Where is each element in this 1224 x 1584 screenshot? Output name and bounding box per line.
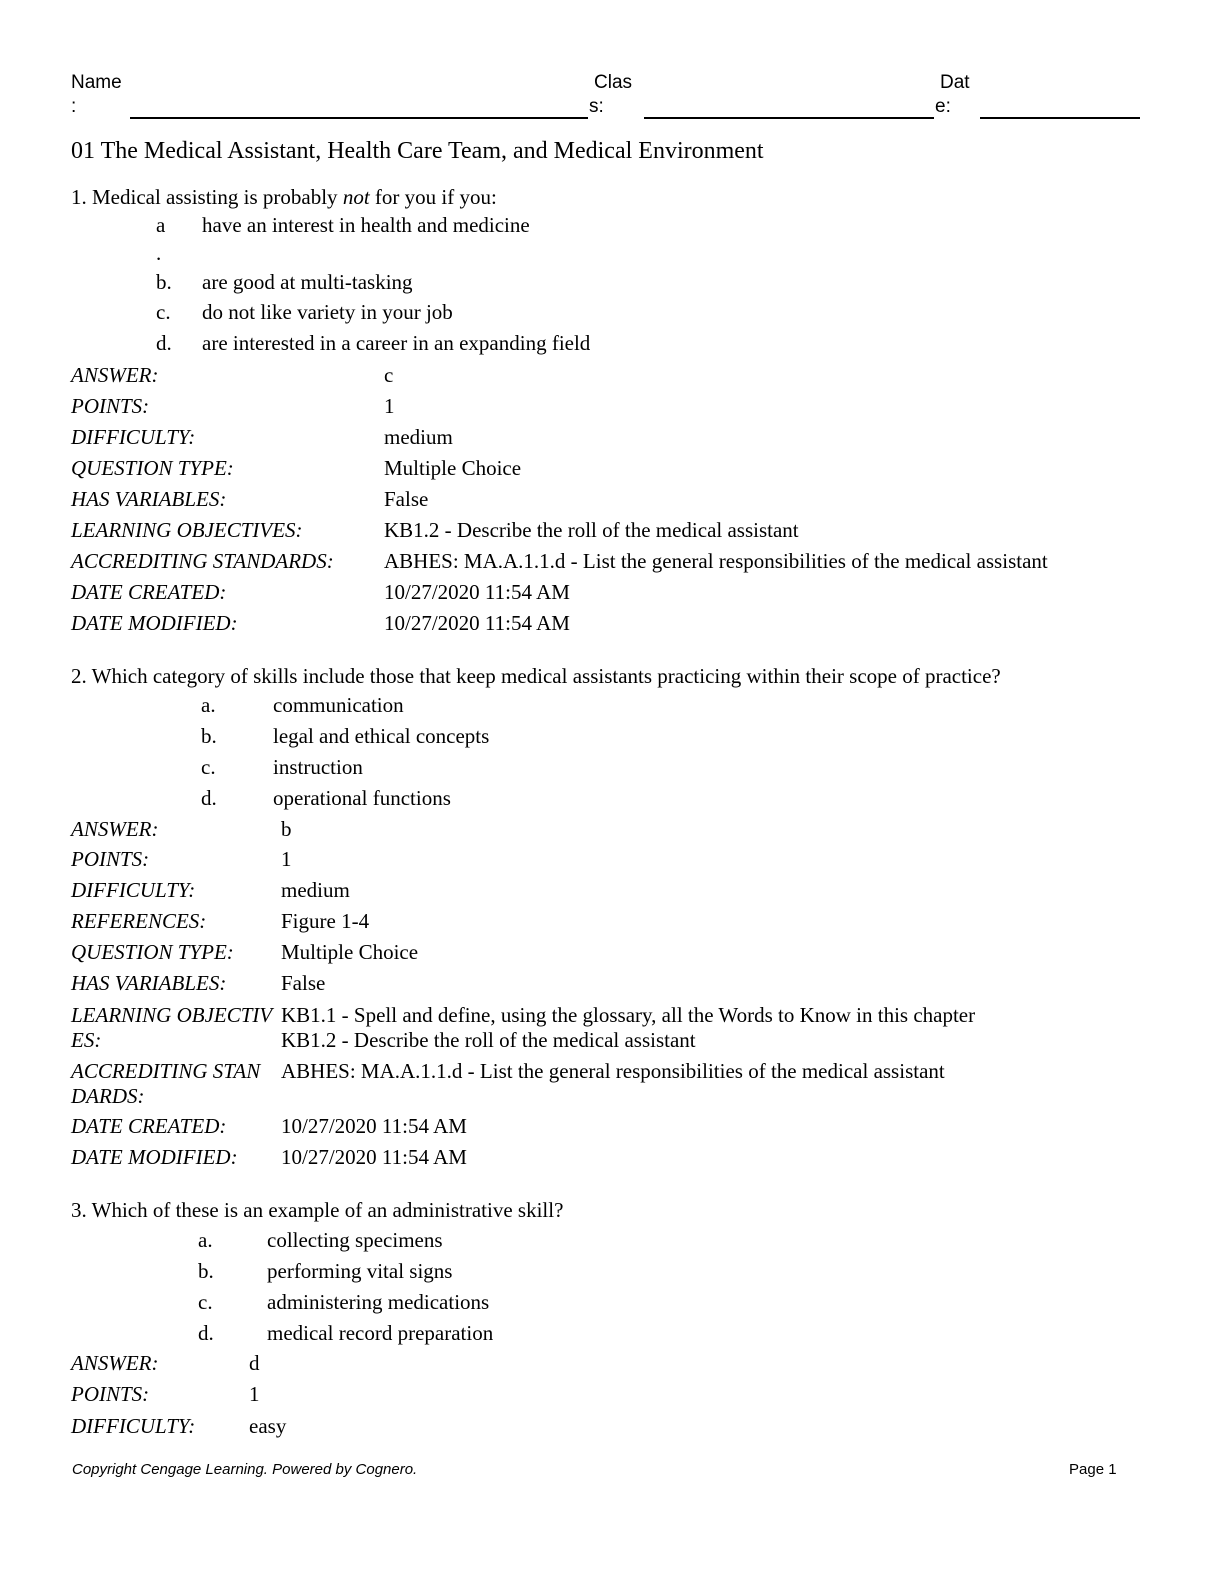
option-letter: d. [198,1321,214,1345]
date-label: Dat [940,72,970,93]
meta-value: medium [281,878,350,902]
option-letter: c. [156,300,171,324]
option-letter: b. [156,270,172,294]
meta-label: QUESTION TYPE: [71,940,234,964]
meta-value: ABHES: MA.A.1.1.d - List the general responsibilities of the medical assistant [384,549,1048,573]
option-text: medical record preparation [267,1321,494,1345]
page-title: 01 The Medical Assistant, Health Care Team, and Medical Environment [71,138,764,164]
class-label-suffix: s: [589,96,604,117]
name-label-colon: : [71,96,77,117]
meta-label: LEARNING OBJECTIV [71,1003,273,1027]
meta-value: KB1.1 - Spell and define, using the glossary, all the Words to Know in this chapter [281,1003,976,1027]
option-letter: b. [198,1259,214,1283]
option-text: performing vital signs [267,1259,453,1283]
meta-value: 10/27/2020 11:54 AM [281,1114,467,1138]
option-letter: c. [198,1290,213,1314]
stem-emphasis: not [342,185,370,209]
option-letter: d. [201,786,217,810]
option-text: communication [273,693,404,717]
meta-label: ANSWER: [71,363,159,387]
option-text: operational functions [273,786,451,810]
meta-label: DATE MODIFIED: [71,1145,238,1169]
class-field-line[interactable] [644,117,934,119]
name-label: Name [71,72,122,93]
option-letter: b. [201,724,217,748]
option-text: collecting specimens [267,1228,443,1252]
meta-value: 10/27/2020 11:54 AM [384,611,570,635]
meta-label: DIFFICULTY: [71,878,196,902]
meta-value: d [249,1351,260,1375]
stem-text: 1. Medical assisting is probably [71,185,343,209]
meta-value: Figure 1-4 [281,909,370,933]
meta-value: KB1.2 - Describe the roll of the medical assistant [384,518,799,542]
stem-text: for you if you: [369,185,497,209]
meta-label: POINTS: [71,394,150,418]
meta-label: LEARNING OBJECTIVES: [71,518,303,542]
meta-label: ACCREDITING STANDARDS: [71,549,334,573]
option-text: legal and ethical concepts [273,724,490,748]
meta-label: REFERENCES: [71,909,207,933]
meta-label: DATE MODIFIED: [71,611,238,635]
meta-label: HAS VARIABLES: [71,971,227,995]
meta-value: 1 [249,1382,260,1406]
meta-value: 10/27/2020 11:54 AM [384,580,570,604]
meta-value: 10/27/2020 11:54 AM [281,1145,467,1169]
meta-value: easy [249,1414,287,1438]
option-text: are good at multi-tasking [202,270,413,294]
meta-label-continued: DARDS: [71,1084,145,1108]
option-text: instruction [273,755,363,779]
meta-label: HAS VARIABLES: [71,487,227,511]
meta-value: b [281,817,292,841]
meta-label: DIFFICULTY: [71,425,196,449]
option-letter: a. [201,693,216,717]
meta-label: DATE CREATED: [71,580,227,604]
option-text: are interested in a career in an expanding field [202,331,591,355]
meta-value: 1 [281,847,292,871]
footer-copyright: Copyright Cengage Learning. Powered by Cognero. [72,1461,418,1478]
option-letter: d. [156,331,172,355]
option-letter: a [156,213,166,237]
footer-page-number: Page 1 [1069,1461,1117,1478]
question-stem: 2. Which category of skills include those that keep medical assistants practicing within their scope of practice? [71,664,1001,688]
option-text: have an interest in health and medicine [202,213,530,237]
meta-value: ABHES: MA.A.1.1.d - List the general responsibilities of the medical assistant [281,1059,945,1083]
meta-label: POINTS: [71,847,150,871]
meta-value: False [384,487,429,511]
meta-label: ANSWER: [71,1351,159,1375]
question-stem: 3. Which of these is an example of an administrative skill? [71,1198,564,1222]
option-letter: c. [201,755,216,779]
meta-value: 1 [384,394,395,418]
meta-label: POINTS: [71,1382,150,1406]
option-text: do not like variety in your job [202,300,453,324]
meta-value: KB1.2 - Describe the roll of the medical assistant [281,1028,696,1052]
option-letter-continued: . [156,241,162,265]
date-label-suffix: e: [935,96,951,117]
meta-label-continued: ES: [71,1028,102,1052]
meta-value: medium [384,425,453,449]
class-label: Clas [594,72,633,93]
question-stem [71,185,497,210]
meta-label: ANSWER: [71,817,159,841]
meta-label: DIFFICULTY: [71,1414,196,1438]
meta-label: QUESTION TYPE: [71,456,234,480]
date-field-line[interactable] [980,117,1140,119]
option-text: administering medications [267,1290,490,1314]
meta-value: False [281,971,326,995]
meta-value: c [384,363,394,387]
option-letter: a. [198,1228,213,1252]
meta-label: ACCREDITING STAN [71,1059,261,1083]
meta-value: Multiple Choice [281,940,419,964]
meta-label: DATE CREATED: [71,1114,227,1138]
name-field-line[interactable] [130,117,588,119]
meta-value: Multiple Choice [384,456,522,480]
